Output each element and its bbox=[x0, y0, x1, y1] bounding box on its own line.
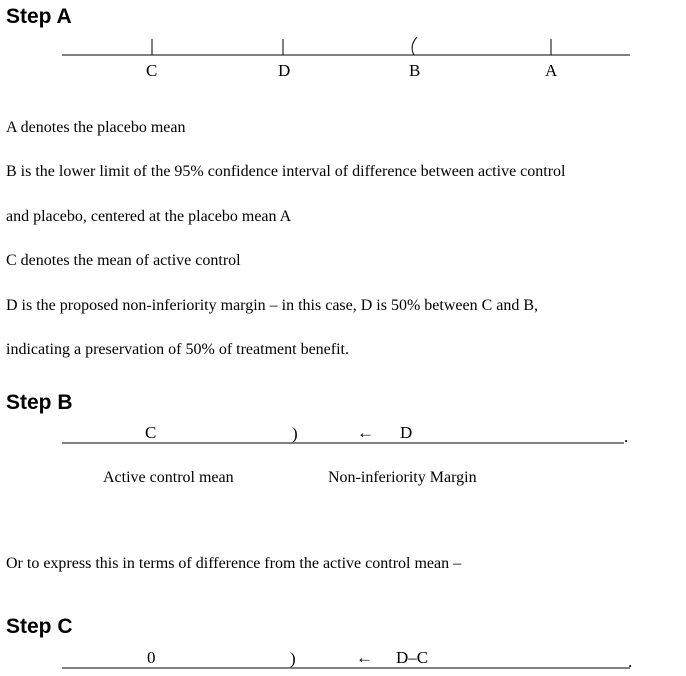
caption-non-inferiority-margin: Non-inferiority Margin bbox=[328, 469, 477, 486]
step-b-arrow: ← bbox=[357, 423, 374, 442]
step-c-heading: Step C bbox=[6, 615, 73, 638]
step-c-paren: ) bbox=[290, 649, 296, 668]
step-c-arrow: ← bbox=[356, 648, 373, 667]
explanation-line-4: C denotes the mean of active control bbox=[6, 252, 241, 269]
step-b-heading: Step B bbox=[6, 391, 73, 414]
explanation-line-5: D is the proposed non-inferiority margin – in this case, D is 50% between C and B, bbox=[6, 297, 539, 314]
caption-active-control-mean: Active control mean bbox=[103, 469, 234, 486]
transition-text: Or to express this in terms of difference from the active control mean – bbox=[6, 555, 462, 572]
point-label-b: B bbox=[409, 61, 421, 80]
explanation-line-3: and placebo, centered at the placebo mean A bbox=[6, 208, 292, 225]
point-label-a: A bbox=[545, 61, 558, 80]
step-c-left-label: 0 bbox=[147, 648, 156, 667]
step-a-heading: Step A bbox=[6, 5, 72, 28]
explanation-line-6: indicating a preservation of 50% of treatment benefit. bbox=[6, 341, 349, 358]
explanation-line-2: B is the lower limit of the 95% confidence interval of difference between active control bbox=[6, 163, 566, 180]
step-c-end-mark: . bbox=[628, 652, 633, 671]
step-b-end-mark: . bbox=[624, 427, 629, 446]
explanation-line-1: A denotes the placebo mean bbox=[6, 119, 186, 136]
step-c-right-label: D–C bbox=[396, 648, 429, 667]
step-b-paren: ) bbox=[292, 424, 298, 443]
point-label-d: D bbox=[278, 61, 291, 80]
step-b-right-label: D bbox=[400, 423, 413, 442]
step-b-left-label: C bbox=[145, 423, 157, 442]
point-label-c: C bbox=[146, 61, 158, 80]
